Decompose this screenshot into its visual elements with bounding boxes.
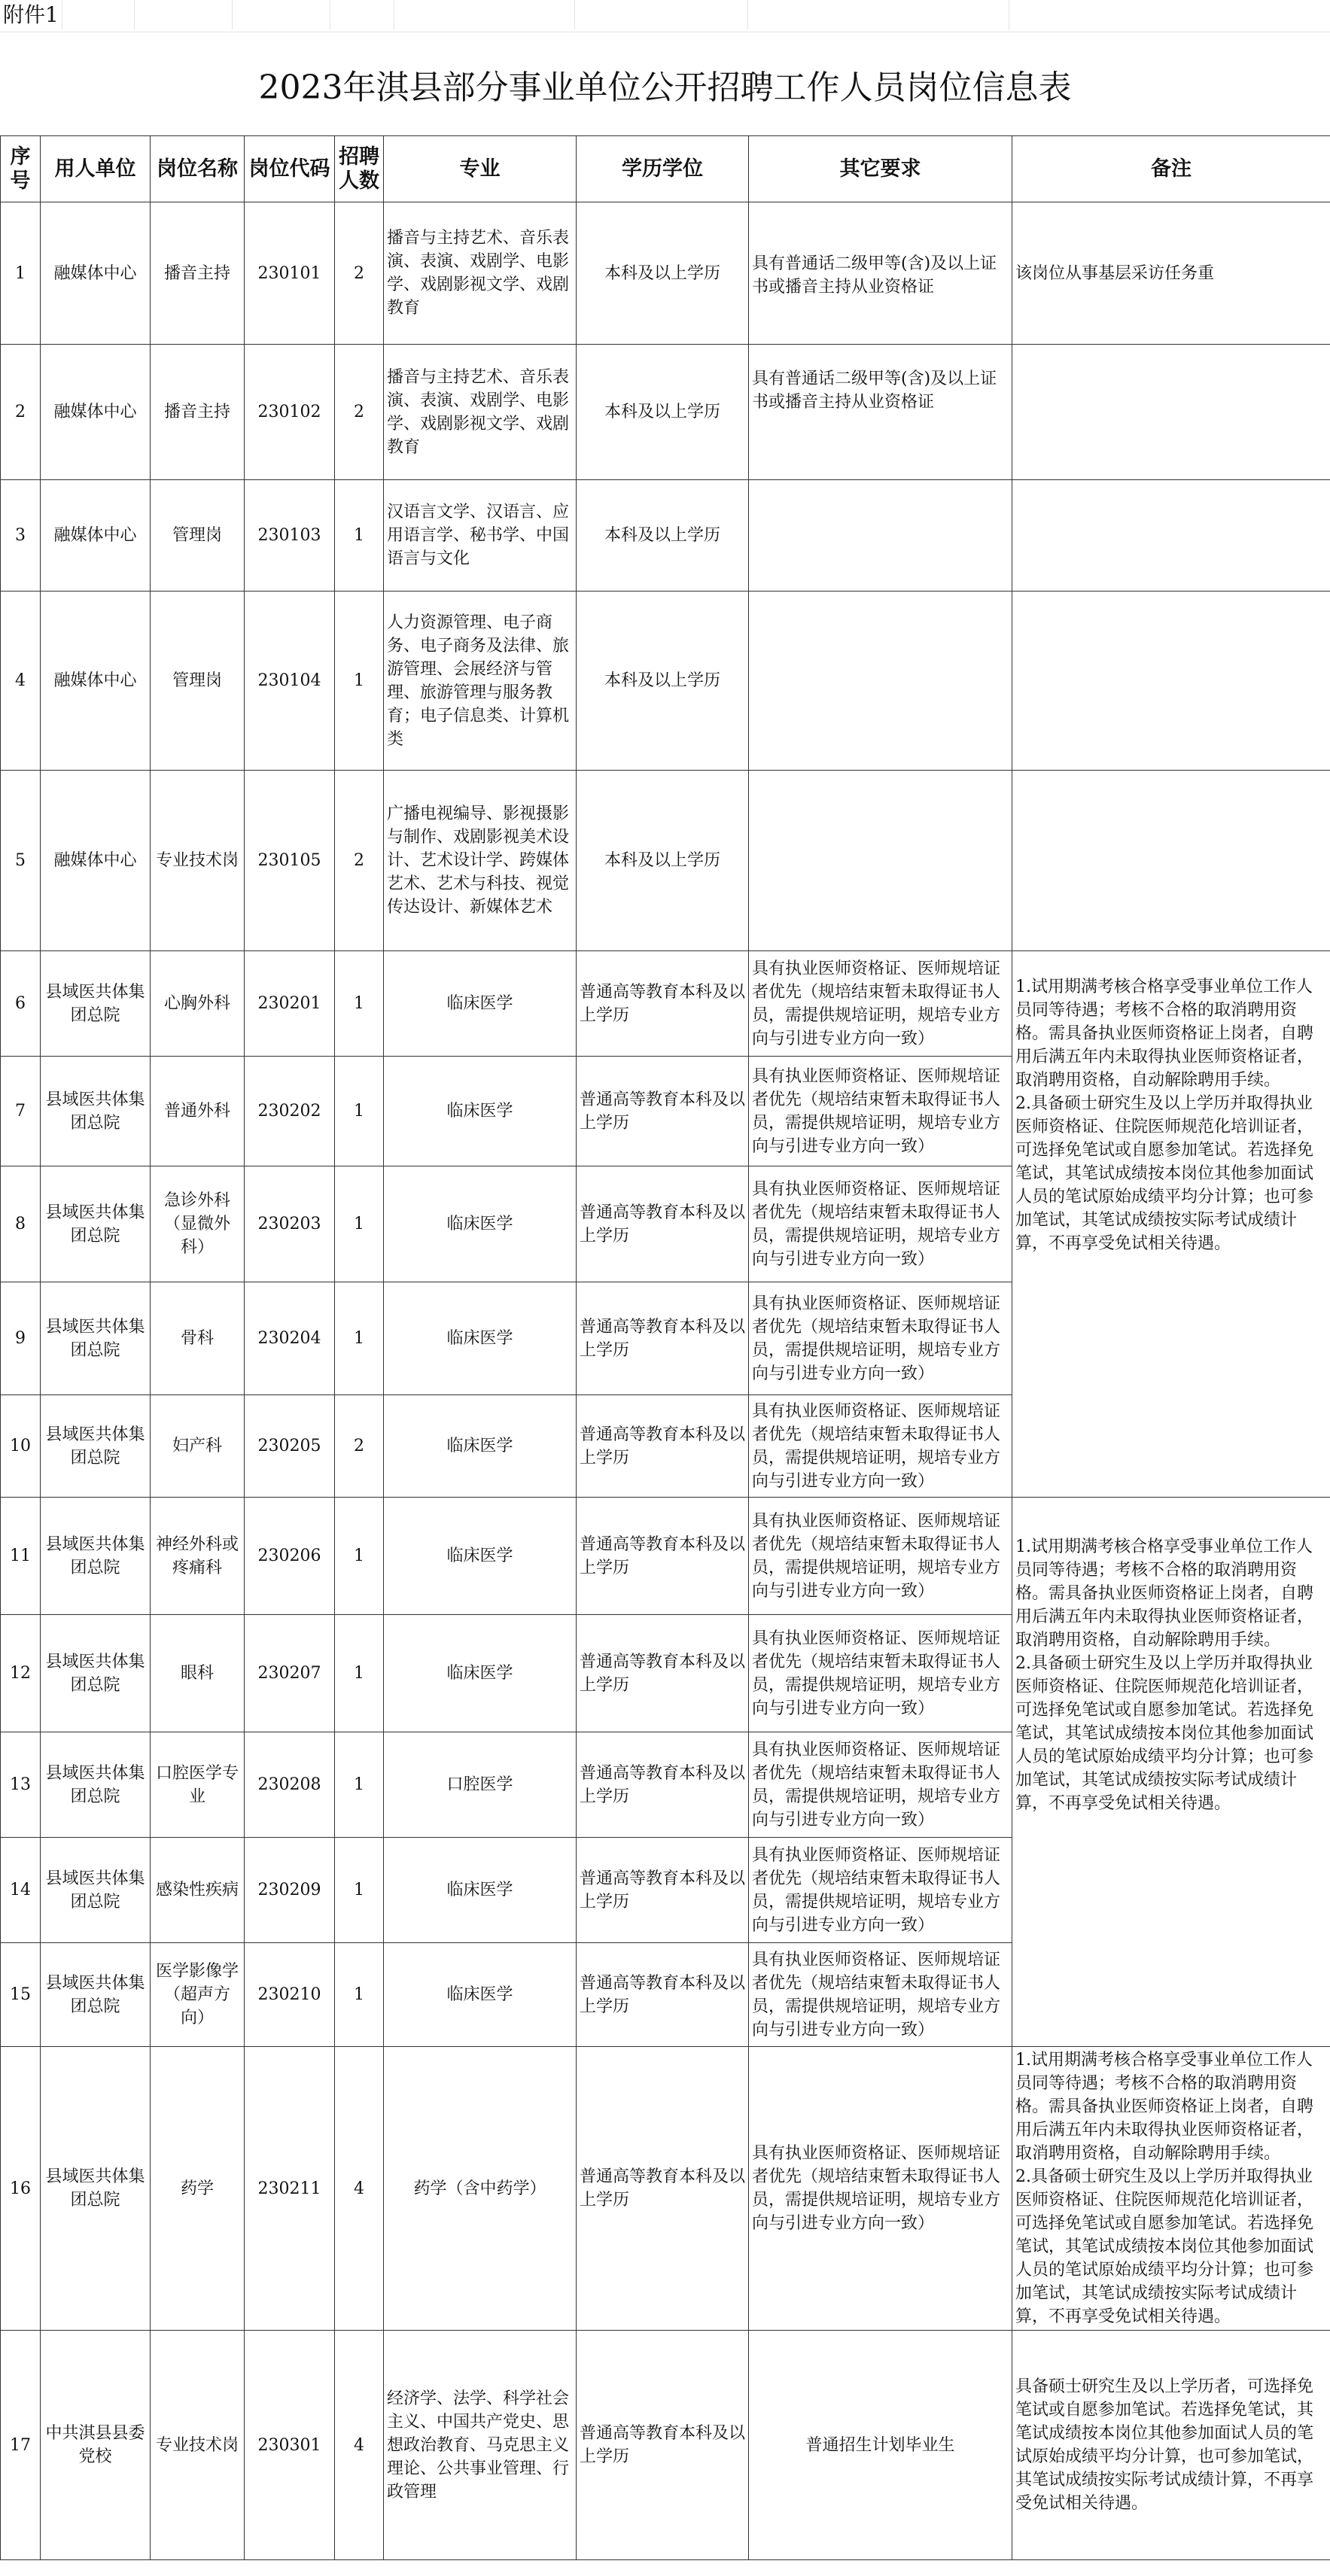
cell-count: 2: [335, 202, 384, 345]
cell-major: 临床医学: [384, 1615, 577, 1732]
cell-seq: 4: [1, 592, 41, 771]
cell-unit: 融媒体中心: [41, 345, 151, 480]
cell-count: 2: [335, 1395, 384, 1498]
cell-position: 感染性疾病: [151, 1838, 245, 1943]
table-row: [1, 592, 1330, 771]
cell-position: 急诊外科（显微外科）: [151, 1166, 245, 1282]
cell-position: 药学: [151, 2047, 245, 2331]
cell-major: 临床医学: [384, 951, 577, 1057]
cell-position: 心胸外科: [151, 951, 245, 1057]
cell-code: 230202: [245, 1057, 335, 1166]
cell-education: 普通高等教育本科及以上学历: [577, 2331, 749, 2560]
cell-seq: 7: [1, 1057, 41, 1166]
cell-code: 230205: [245, 1395, 335, 1498]
cell-other: 具有执业医师资格证、医师规培证者优先（规培结束暂未取得证书人员，需提供规培证明，规培专业方向与引进专业方向一致）: [749, 1732, 1012, 1838]
cell-unit: 县域医共体集团总院: [41, 1943, 151, 2047]
cell-code: 230206: [245, 1498, 335, 1615]
cell-code: 230104: [245, 592, 335, 771]
cell-remarks-medical-group-1: 1.试用期满考核合格享受事业单位工作人员同等待遇；考核不合格的取消聘用资格。需具备执业医师资格证上岗者，自聘用后满五年内未取得执业医师资格证者，取消聘用资格，自动解除聘用手续。 2.具备硕士研究生及以上学历并取得执业医师资格证、住院医师规范化培训证者，可选择免笔试或自愿参加笔试。若选择免笔试，其笔试成绩按本岗位其他参加面试人员的笔试原始成绩平均分计算；也可参加笔试，其笔试成绩按实际考试成绩计算，不再享受免试相关待遇。: [1012, 951, 1330, 1498]
cell-major: 药学（含中药学）: [384, 2047, 577, 2331]
cell-remarks: 该岗位从事基层采访任务重: [1012, 202, 1330, 345]
cell-count: 1: [335, 1838, 384, 1943]
cell-other: 具有执业医师资格证、医师规培证者优先（规培结束暂未取得证书人员，需提供规培证明，规培专业方向与引进专业方向一致）: [749, 951, 1012, 1057]
cell-major: 临床医学: [384, 1498, 577, 1615]
cell-major: 汉语言文学、汉语言、应用语言学、秘书学、中国语言与文化: [384, 480, 577, 592]
cell-seq: 15: [1, 1943, 41, 2047]
cell-seq: 9: [1, 1282, 41, 1395]
cell-position: 普通外科: [151, 1057, 245, 1166]
cell-major: 经济学、法学、科学社会主义、中国共产党史、思想政治教育、马克思主义理论、公共事业管理、行政管理: [384, 2331, 577, 2560]
cell-code: 230105: [245, 771, 335, 951]
cell-code: 230103: [245, 480, 335, 592]
cell-other: [749, 480, 1012, 592]
cell-major: 临床医学: [384, 1282, 577, 1395]
cell-remarks-medical-group-2: 1.试用期满考核合格享受事业单位工作人员同等待遇；考核不合格的取消聘用资格。需具备执业医师资格证上岗者，自聘用后满五年内未取得执业医师资格证者，取消聘用资格，自动解除聘用手续。 2.具备硕士研究生及以上学历并取得执业医师资格证、住院医师规范化培训证者，可选择免笔试或自愿参加笔试。若选择免笔试，其笔试成绩按本岗位其他参加面试人员的笔试原始成绩平均分计算；也可参加笔试，其笔试成绩按实际考试成绩计算，不再享受免试相关待遇。: [1012, 1498, 1330, 2047]
cell-seq: 14: [1, 1838, 41, 1943]
header-position-name: 岗位名称: [151, 136, 245, 202]
table-row: [1, 1498, 1330, 1615]
table-row: [1, 2047, 1330, 2331]
cell-code: 230203: [245, 1166, 335, 1282]
cell-unit: 县域医共体集团总院: [41, 1166, 151, 1282]
cell-position: 妇产科: [151, 1395, 245, 1498]
cell-seq: 10: [1, 1395, 41, 1498]
cell-count: 1: [335, 1282, 384, 1395]
cell-major: 临床医学: [384, 1395, 577, 1498]
cell-position: 骨科: [151, 1282, 245, 1395]
cell-unit: 县域医共体集团总院: [41, 951, 151, 1057]
cell-seq: 6: [1, 951, 41, 1057]
cell-unit: 融媒体中心: [41, 592, 151, 771]
cell-other: 具有执业医师资格证、医师规培证者优先（规培结束暂未取得证书人员，需提供规培证明，规培专业方向与引进专业方向一致）: [749, 1838, 1012, 1943]
cell-position: 专业技术岗: [151, 2331, 245, 2560]
cell-other: 具有执业医师资格证、医师规培证者优先（规培结束暂未取得证书人员，需提供规培证明，规培专业方向与引进专业方向一致）: [749, 2047, 1012, 2331]
cell-code: 230102: [245, 345, 335, 480]
cell-major: 临床医学: [384, 1166, 577, 1282]
cell-remarks: [1012, 345, 1330, 480]
header-position-code: 岗位代码: [245, 136, 335, 202]
cell-unit: 县域医共体集团总院: [41, 1498, 151, 1615]
cell-count: 4: [335, 2331, 384, 2560]
cell-position: 管理岗: [151, 592, 245, 771]
cell-count: 1: [335, 1498, 384, 1615]
cell-other: 普通招生计划毕业生: [749, 2331, 1012, 2560]
table-header-row: [1, 136, 1330, 202]
cell-code: 230204: [245, 1282, 335, 1395]
cell-remarks: 1.试用期满考核合格享受事业单位工作人员同等待遇；考核不合格的取消聘用资格。需具备执业医师资格证上岗者，自聘用后满五年内未取得执业医师资格证者，取消聘用资格，自动解除聘用手续。 2.具备硕士研究生及以上学历并取得执业医师资格证、住院医师规范化培训证者，可选择免笔试或自愿参加笔试。若选择免笔试，其笔试成绩按本岗位其他参加面试人员的笔试原始成绩平均分计算；也可参加笔试，其笔试成绩按实际考试成绩计算，不再享受免试相关待遇。: [1012, 2047, 1330, 2331]
cell-unit: 中共淇县县委党校: [41, 2331, 151, 2560]
cell-education: 普通高等教育本科及以上学历: [577, 1943, 749, 2047]
cell-count: 1: [335, 1615, 384, 1732]
table-row: [1, 480, 1330, 592]
cell-code: 230209: [245, 1838, 335, 1943]
cell-major: 广播电视编导、影视摄影与制作、戏剧影视美术设计、艺术设计学、跨媒体艺术、艺术与科技、视觉传达设计、新媒体艺术: [384, 771, 577, 951]
cell-other: 具有执业医师资格证、医师规培证者优先（规培结束暂未取得证书人员，需提供规培证明，规培专业方向与引进专业方向一致）: [749, 1943, 1012, 2047]
header-education: 学历学位: [577, 136, 749, 202]
cell-other: 具有执业医师资格证、医师规培证者优先（规培结束暂未取得证书人员，需提供规培证明，规培专业方向与引进专业方向一致）: [749, 1615, 1012, 1732]
cell-code: 230207: [245, 1615, 335, 1732]
cell-seq: 5: [1, 771, 41, 951]
cell-other: [749, 771, 1012, 951]
header-other-requirements: 其它要求: [749, 136, 1012, 202]
cell-remarks: [1012, 480, 1330, 592]
cell-education: 本科及以上学历: [577, 202, 749, 345]
header-major: 专业: [384, 136, 577, 202]
attachment-label-row: [0, 0, 1330, 32]
cell-remarks: [1012, 592, 1330, 771]
cell-education: 普通高等教育本科及以上学历: [577, 1615, 749, 1732]
cell-code: 230211: [245, 2047, 335, 2331]
cell-unit: 县域医共体集团总院: [41, 1282, 151, 1395]
cell-unit: 融媒体中心: [41, 480, 151, 592]
header-seq: 序号: [1, 136, 41, 202]
cell-other: 具有执业医师资格证、医师规培证者优先（规培结束暂未取得证书人员，需提供规培证明，规培专业方向与引进专业方向一致）: [749, 1395, 1012, 1498]
cell-education: 普通高等教育本科及以上学历: [577, 1166, 749, 1282]
cell-major: 临床医学: [384, 1943, 577, 2047]
cell-code: 230210: [245, 1943, 335, 2047]
cell-education: 本科及以上学历: [577, 771, 749, 951]
cell-count: 1: [335, 1732, 384, 1838]
cell-position: 播音主持: [151, 202, 245, 345]
cell-code: 230208: [245, 1732, 335, 1838]
cell-unit: 县域医共体集团总院: [41, 2047, 151, 2331]
table-row: [1, 345, 1330, 480]
cell-education: 本科及以上学历: [577, 480, 749, 592]
cell-unit: 县域医共体集团总院: [41, 1732, 151, 1838]
header-unit: 用人单位: [41, 136, 151, 202]
cell-education: 普通高等教育本科及以上学历: [577, 1838, 749, 1943]
cell-position: 神经外科或疼痛科: [151, 1498, 245, 1615]
cell-major: 临床医学: [384, 1838, 577, 1943]
cell-unit: 融媒体中心: [41, 202, 151, 345]
table-row: [1, 771, 1330, 951]
table-row: [1, 202, 1330, 345]
cell-position: 眼科: [151, 1615, 245, 1732]
cell-unit: 县域医共体集团总院: [41, 1057, 151, 1166]
cell-count: 4: [335, 2047, 384, 2331]
cell-other: [749, 592, 1012, 771]
cell-seq: 11: [1, 1498, 41, 1615]
cell-seq: 2: [1, 345, 41, 480]
cell-count: 1: [335, 1166, 384, 1282]
cell-education: 普通高等教育本科及以上学历: [577, 1057, 749, 1166]
cell-major: 播音与主持艺术、音乐表演、表演、戏剧学、电影学、戏剧影视文学、戏剧教育: [384, 345, 577, 480]
table-row: [1, 2331, 1330, 2560]
cell-major: 人力资源管理、电子商务、电子商务及法律、旅游管理、会展经济与管理、旅游管理与服务教育；电子信息类、计算机类: [384, 592, 577, 771]
cell-education: 普通高等教育本科及以上学历: [577, 1732, 749, 1838]
cell-count: 1: [335, 1057, 384, 1166]
header-recruit-count: 招聘人数: [335, 136, 384, 202]
page-title: 2023年淇县部分事业单位公开招聘工作人员岗位信息表: [0, 32, 1330, 136]
cell-seq: 13: [1, 1732, 41, 1838]
cell-count: 1: [335, 480, 384, 592]
cell-other: 具有执业医师资格证、医师规培证者优先（规培结束暂未取得证书人员，需提供规培证明，规培专业方向与引进专业方向一致）: [749, 1166, 1012, 1282]
cell-major: 口腔医学: [384, 1732, 577, 1838]
cell-seq: 17: [1, 2331, 41, 2560]
cell-education: 本科及以上学历: [577, 345, 749, 480]
cell-seq: 1: [1, 202, 41, 345]
cell-major: 播音与主持艺术、音乐表演、表演、戏剧学、电影学、戏剧影视文学、戏剧教育: [384, 202, 577, 345]
cell-education: 普通高等教育本科及以上学历: [577, 951, 749, 1057]
cell-remarks: 具备硕士研究生及以上学历者，可选择免笔试或自愿参加笔试。若选择免笔试，其笔试成绩按本岗位其他参加面试人员的笔试原始成绩平均分计算，也可参加笔试，其笔试成绩按实际考试成绩计算，不再享受免试相关待遇。: [1012, 2331, 1330, 2560]
cell-education: 普通高等教育本科及以上学历: [577, 2047, 749, 2331]
cell-other: 具有执业医师资格证、医师规培证者优先（规培结束暂未取得证书人员，需提供规培证明，规培专业方向与引进专业方向一致）: [749, 1498, 1012, 1615]
cell-education: 本科及以上学历: [577, 592, 749, 771]
cell-remarks: [1012, 771, 1330, 951]
cell-unit: 县域医共体集团总院: [41, 1395, 151, 1498]
cell-other: 具有普通话二级甲等(含)及以上证书或播音主持从业资格证: [749, 202, 1012, 345]
cell-seq: 8: [1, 1166, 41, 1282]
cell-count: 1: [335, 1943, 384, 2047]
cell-other: 具有执业医师资格证、医师规培证者优先（规培结束暂未取得证书人员，需提供规培证明，规培专业方向与引进专业方向一致）: [749, 1282, 1012, 1395]
cell-education: 普通高等教育本科及以上学历: [577, 1282, 749, 1395]
cell-other: 具有普通话二级甲等(含)及以上证书或播音主持从业资格证: [749, 345, 1012, 480]
cell-position: 医学影像学（超声方向）: [151, 1943, 245, 2047]
cell-position: 口腔医学专业: [151, 1732, 245, 1838]
cell-position: 专业技术岗: [151, 771, 245, 951]
cell-position: 管理岗: [151, 480, 245, 592]
cell-count: 1: [335, 951, 384, 1057]
cell-unit: 融媒体中心: [41, 771, 151, 951]
cell-education: 普通高等教育本科及以上学历: [577, 1498, 749, 1615]
cell-count: 2: [335, 771, 384, 951]
cell-unit: 县域医共体集团总院: [41, 1838, 151, 1943]
cell-other: 具有执业医师资格证、医师规培证者优先（规培结束暂未取得证书人员，需提供规培证明，规培专业方向与引进专业方向一致）: [749, 1057, 1012, 1166]
cell-count: 2: [335, 345, 384, 480]
cell-seq: 12: [1, 1615, 41, 1732]
cell-education: 普通高等教育本科及以上学历: [577, 1395, 749, 1498]
cell-code: 230201: [245, 951, 335, 1057]
cell-major: 临床医学: [384, 1057, 577, 1166]
cell-unit: 县域医共体集团总院: [41, 1615, 151, 1732]
cell-count: 1: [335, 592, 384, 771]
header-remarks: 备注: [1012, 136, 1330, 202]
table-row: [1, 951, 1330, 1057]
cell-code: 230301: [245, 2331, 335, 2560]
cell-seq: 16: [1, 2047, 41, 2331]
cell-position: 播音主持: [151, 345, 245, 480]
cell-code: 230101: [245, 202, 335, 345]
attachment-label: 附件1: [3, 2, 59, 27]
positions-table: [0, 135, 1330, 2560]
cell-seq: 3: [1, 480, 41, 592]
